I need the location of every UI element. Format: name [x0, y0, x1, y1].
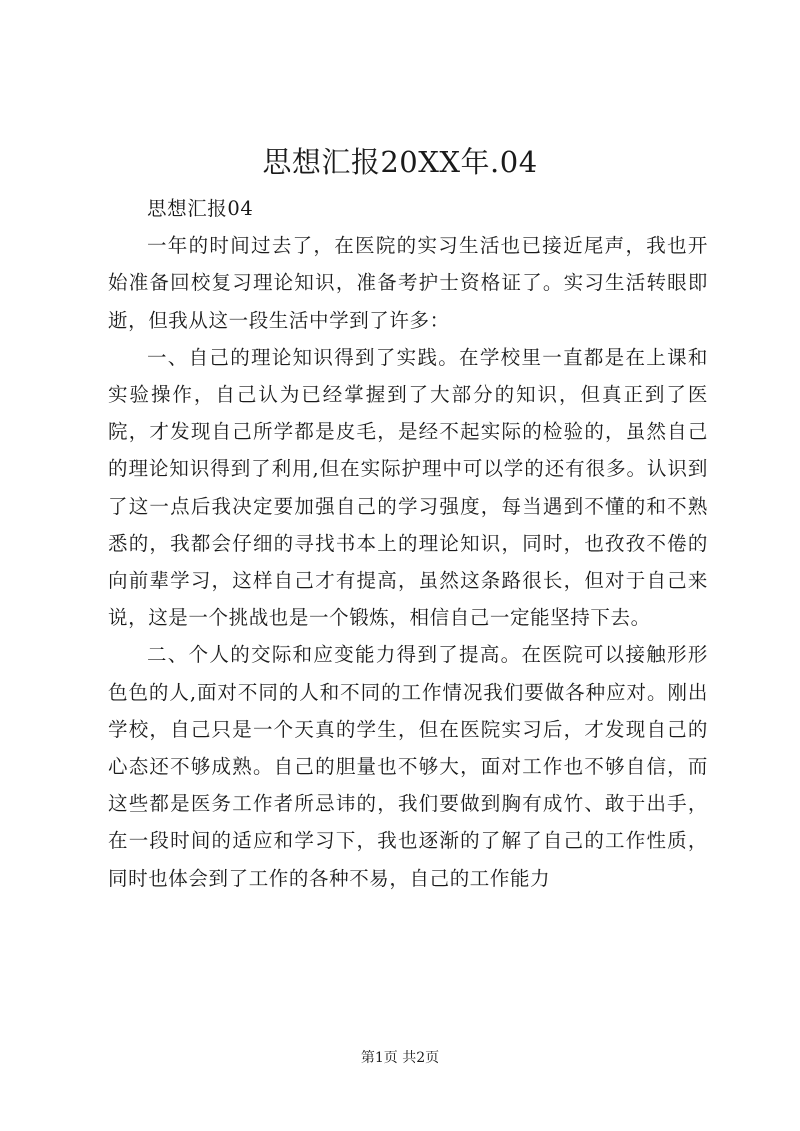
- paragraph-point-one: 一、自己的理论知识得到了实践。在学校里一直都是在上课和实验操作，自己认为已经掌握到了大部分的知识，但真正到了医院，才发现自己所学都是皮毛，是经不起实际的检验的，虽然自己的理论知识得到了利用,但在实际护理中可以学的还有很多。认识到了这一点后我决定要加强自己的学习强度，每当遇到不懂的和不熟悉的，我都会仔细的寻找书本上的理论知识，同时，也孜孜不倦的向前辈学习，这样自己才有提高，虽然这条路很长，但对于自己来说，这是一个挑战也是一个锻炼，相信自己一定能坚持下去。: [108, 345, 708, 630]
- page-footer: 第1页 共2页: [360, 1050, 440, 1066]
- paragraph-subtitle: 思想汇报04: [147, 197, 254, 220]
- paragraph-intro: 一年的时间过去了，在医院的实习生活也已接近尾声，我也开始准备回校复习理论知识，准备考护士资格证了。实习生活转眼即逝，但我从这一段生活中学到了许多：: [108, 234, 708, 332]
- document-title: 思想汇报20XX年.04: [262, 145, 538, 179]
- document-body: [108, 190, 708, 897]
- paragraph-point-two: 二、个人的交际和应变能力得到了提高。在医院可以接触形形色色的人,面对不同的人和不同的工作情况我们要做各种应对。刚出学校，自己只是一个天真的学生，但在医院实习后，才发现自己的心态还不够成熟。自己的胆量也不够大，面对工作也不够自信，而这些都是医务工作者所忌讳的，我们要做到胸有成竹、敢于出手，在一段时间的适应和学习下，我也逐渐的了解了自己的工作性质，同时也体会到了工作的各种不易，自己的工作能力: [108, 643, 708, 890]
